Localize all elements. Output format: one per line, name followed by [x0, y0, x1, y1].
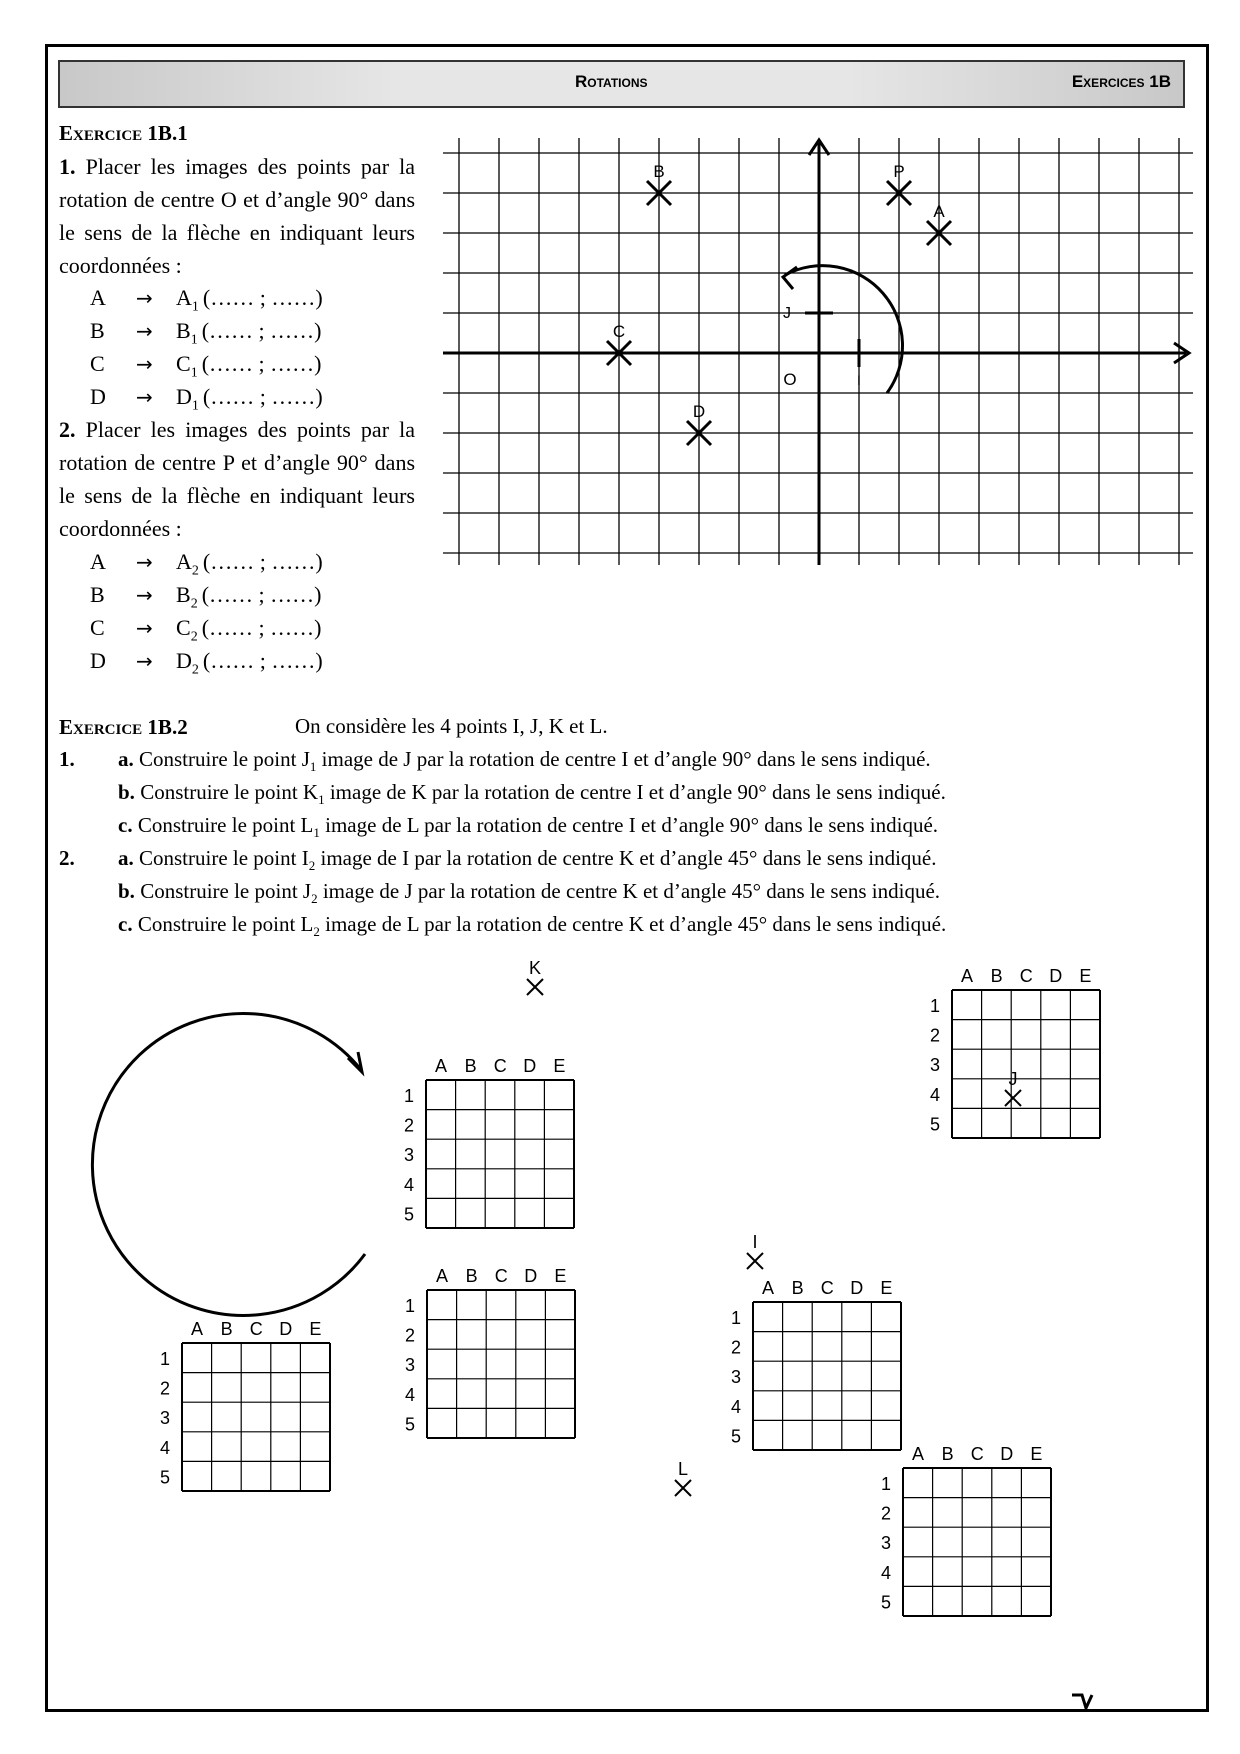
item-letter: a. [118, 846, 139, 870]
ex2-q2-number: 2. [59, 846, 75, 870]
point-k-cross-icon [527, 979, 543, 995]
image-point-label: $B_1$ [176, 318, 198, 348]
ex1-q1-number: 1. [59, 154, 76, 179]
row-label: 4 [730, 1396, 742, 1417]
column-label: B [990, 966, 1003, 986]
source-point-label: D [90, 648, 106, 673]
source-point-label: D [90, 384, 106, 409]
row-label: 5 [159, 1467, 171, 1488]
item-text: Construire le point J [140, 879, 312, 903]
point-label: L [677, 1459, 689, 1479]
item-index: 1 [309, 759, 317, 775]
point-label: A [933, 202, 945, 221]
small-grid-k [404, 1056, 574, 1228]
point-label: J [1008, 1069, 1018, 1089]
item-letter: c. [118, 912, 138, 936]
image-point-label: $B_2$ [176, 582, 198, 612]
coordinates-blank[interactable]: (…… ; ……) [202, 285, 323, 310]
row-label: 5 [730, 1426, 742, 1447]
point-j-cross-icon [1005, 1090, 1021, 1106]
row-label: 3 [404, 1355, 416, 1376]
label-o: O [783, 370, 797, 389]
small-grid-bottom-left [160, 1319, 330, 1491]
source-point-label: C [90, 615, 105, 640]
column-label: A [761, 1278, 775, 1298]
small-grid-center [405, 1266, 575, 1438]
column-label: B [220, 1319, 233, 1339]
point-i-cross-icon [747, 1253, 763, 1269]
column-label: C [494, 1266, 508, 1286]
image-point-label: $A_2$ [176, 549, 199, 579]
ex2-intro: On considère les 4 points I, J, K et L. [295, 714, 608, 738]
ex1-q2-number: 2. [59, 417, 76, 442]
row-label: 3 [159, 1408, 171, 1429]
row-label: 5 [929, 1114, 941, 1135]
row-label: 1 [929, 996, 941, 1016]
coordinates-blank[interactable]: (…… ; ……) [201, 318, 322, 343]
arrow-icon: → [136, 352, 153, 376]
point-label: P [893, 162, 905, 181]
item-text: image de J par la rotation de centre K et d’angle 45° dans le sens indiqué. [317, 879, 941, 903]
source-point-label: A [90, 285, 106, 310]
row-label: 3 [730, 1367, 742, 1388]
row-label: 1 [403, 1086, 415, 1106]
column-label: C [1019, 966, 1033, 986]
image-point-index: 1 [191, 398, 199, 414]
corner-mark-icon [1072, 1695, 1092, 1708]
point-label: D [692, 402, 706, 421]
image-point-index: 1 [190, 365, 198, 381]
item-letter: c. [118, 813, 138, 837]
column-label: E [1079, 966, 1092, 986]
column-label: E [1030, 1444, 1043, 1464]
coordinates-blank[interactable]: (…… ; ……) [201, 582, 322, 607]
item-index: 2 [308, 858, 316, 874]
row-label: 4 [880, 1562, 892, 1583]
row-label: 1 [880, 1474, 892, 1494]
image-point-index: 2 [191, 662, 199, 678]
point-label: I [752, 1232, 758, 1252]
ex1-q1-instruction: Placer les images des points par la rotation de centre O et d’angle 90° dans le sens de la flèche en indiquant leurs coordonnées : [59, 154, 416, 278]
source-point-label: C [90, 351, 105, 376]
label-i: I [857, 372, 861, 388]
item-text: Construire le point L [137, 912, 314, 936]
arrow-icon: → [136, 286, 153, 310]
item-index: 1 [313, 825, 320, 841]
column-label: E [880, 1278, 893, 1298]
coordinates-blank[interactable]: (…… ; ……) [202, 384, 323, 409]
image-point-index: 2 [191, 563, 199, 579]
item-text: image de I par la rotation de centre K et d’angle 45° dans le sens indiqué. [315, 846, 937, 870]
arrow-icon: → [136, 649, 153, 673]
item-text: image de L par la rotation de centre I et d’angle 90° dans le sens indiqué. [319, 813, 939, 837]
item-text: Construire le point I [139, 846, 309, 870]
row-label: 4 [403, 1174, 415, 1195]
header-title: Rotations [575, 72, 648, 91]
header-exercise-set: Exercices 1B [1071, 72, 1171, 91]
row-label: 1 [159, 1349, 171, 1369]
row-label: 4 [929, 1084, 941, 1105]
image-point-label: $D_1$ [176, 384, 199, 414]
image-point-index: 1 [190, 332, 198, 348]
arrow-icon: → [136, 319, 153, 343]
column-label: B [465, 1266, 478, 1286]
item-text: image de L par la rotation de centre K et d’angle 45° dans le sens indiqué. [319, 912, 947, 936]
row-label: 2 [880, 1503, 892, 1524]
column-label: A [190, 1319, 204, 1339]
row-label: 1 [730, 1308, 742, 1328]
small-grid-bottom-right [881, 1444, 1051, 1616]
label-j: J [783, 305, 791, 322]
arrow-icon: → [136, 616, 153, 640]
point-l-cross-icon [675, 1480, 691, 1496]
image-point-label: $D_2$ [176, 648, 199, 678]
item-text: image de J par la rotation de centre I et d’angle 90° dans le sens indiqué. [316, 747, 931, 771]
image-point-index: 2 [190, 596, 198, 612]
small-grid-i [731, 1278, 901, 1450]
column-label: B [464, 1056, 477, 1076]
item-text: image de K par la rotation de centre I et d’angle 90° dans le sens indiqué. [324, 780, 946, 804]
coordinates-blank[interactable]: (…… ; ……) [202, 549, 323, 574]
ex2-heading: Exercice 1B.2 [59, 715, 188, 739]
row-label: 3 [929, 1055, 941, 1076]
image-point-index: 2 [190, 629, 198, 645]
column-label: E [553, 1056, 566, 1076]
ex2-q1-number: 1. [59, 747, 75, 771]
column-label: C [493, 1056, 507, 1076]
item-text: Construire le point K [140, 780, 319, 804]
source-point-label: B [90, 318, 105, 343]
column-label: A [911, 1444, 925, 1464]
image-point-label: $C_2$ [176, 615, 198, 645]
coordinates-blank[interactable]: (…… ; ……) [201, 351, 322, 376]
source-point-label: A [90, 549, 106, 574]
coordinates-blank[interactable]: (…… ; ……) [202, 648, 323, 673]
column-label: D [524, 1266, 538, 1286]
row-label: 4 [159, 1437, 171, 1458]
column-label: C [820, 1278, 834, 1298]
rotation-arc [92, 1013, 365, 1315]
column-label: E [554, 1266, 567, 1286]
column-label: B [941, 1444, 954, 1464]
item-index: 1 [318, 792, 325, 808]
row-label: 2 [404, 1325, 416, 1346]
row-label: 2 [929, 1025, 941, 1046]
arrow-icon: → [136, 550, 153, 574]
item-letter: b. [118, 879, 141, 903]
image-point-label: $C_1$ [176, 351, 198, 381]
item-letter: b. [118, 780, 141, 804]
ex1-heading: Exercice 1B.1 [59, 121, 188, 145]
row-label: 5 [404, 1414, 416, 1435]
column-label: A [434, 1056, 448, 1076]
column-label: C [249, 1319, 263, 1339]
row-label: 2 [730, 1337, 742, 1358]
source-point-label: B [90, 582, 105, 607]
column-label: D [523, 1056, 537, 1076]
item-letter: a. [118, 747, 139, 771]
point-label: K [528, 958, 542, 978]
small-grid-j [930, 966, 1100, 1138]
arrow-icon: → [136, 583, 153, 607]
column-label: D [1049, 966, 1063, 986]
point-label: B [653, 162, 665, 181]
column-label: A [960, 966, 974, 986]
row-label: 5 [403, 1204, 415, 1225]
image-point-index: 1 [191, 299, 199, 315]
image-point-label: $A_1$ [176, 285, 199, 315]
column-label: E [309, 1319, 322, 1339]
column-label: D [1000, 1444, 1014, 1464]
column-label: A [435, 1266, 449, 1286]
column-label: D [850, 1278, 864, 1298]
ex1-q2-instruction: Placer les images des points par la rotation de centre P et d’angle 90° dans le sens de la flèche en indiquant leurs coordonnées : [59, 417, 416, 541]
row-label: 3 [880, 1533, 892, 1554]
column-label: D [279, 1319, 293, 1339]
row-label: 1 [404, 1296, 416, 1316]
row-label: 5 [880, 1592, 892, 1613]
arrow-icon: → [136, 385, 153, 409]
column-label: C [970, 1444, 984, 1464]
item-text: Construire le point J [139, 747, 310, 771]
item-text: Construire le point L [137, 813, 314, 837]
point-label: C [612, 322, 626, 341]
item-index: 2 [311, 891, 318, 907]
row-label: 3 [403, 1145, 415, 1166]
column-label: B [791, 1278, 804, 1298]
row-label: 4 [404, 1384, 416, 1405]
coordinates-blank[interactable]: (…… ; ……) [201, 615, 322, 640]
item-index: 2 [313, 924, 320, 940]
row-label: 2 [403, 1115, 415, 1136]
row-label: 2 [159, 1378, 171, 1399]
